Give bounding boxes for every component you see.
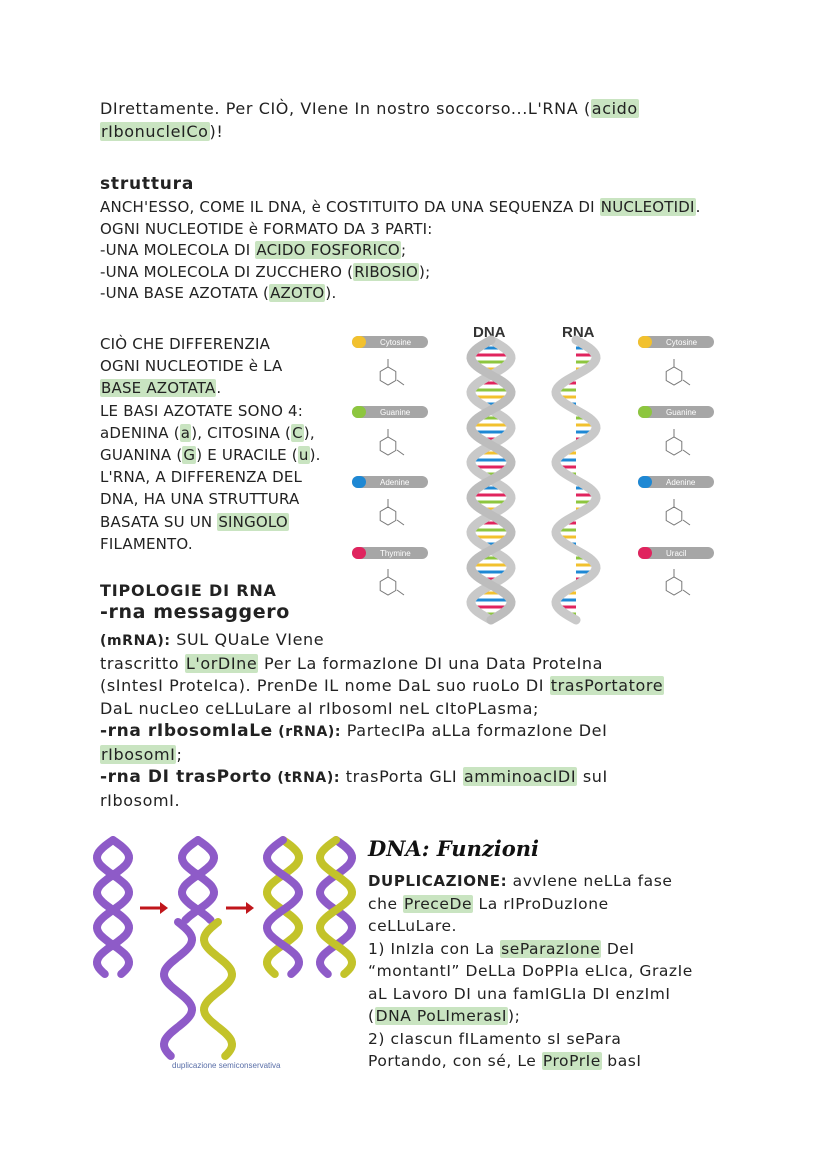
highlight: acido	[591, 99, 638, 118]
text: Per La formazIone DI una Data ProteIna	[258, 653, 604, 673]
arrow-icon	[226, 902, 254, 914]
section-title-funzioni: DNA: Funzioni	[368, 836, 539, 861]
text: LE BASI AZOTATE SONO 4:	[100, 401, 304, 420]
molecule-icon	[380, 507, 396, 525]
svg-text:Cytosine: Cytosine	[380, 338, 412, 347]
text: DaL nucLeo ceLLuLare aI rIbosomI neL cItoPLasma;	[100, 698, 539, 718]
bond-line	[683, 520, 690, 525]
highlight: DNA PoLImerasI	[375, 1007, 508, 1025]
highlight: seParazIone	[501, 939, 601, 958]
highlight: RIBOSIO	[354, 262, 419, 281]
helix-ribbon	[164, 922, 192, 1056]
highlight: L'orDIne	[185, 653, 258, 673]
text: avvIene neLLa fase	[507, 872, 673, 890]
dna-rna-figure	[348, 318, 718, 628]
figure-caption: duplicazione semiconservativa	[172, 1061, 281, 1070]
bond-line	[397, 590, 404, 595]
bond-line	[683, 450, 690, 455]
tipologie-paragraph	[100, 629, 664, 812]
bond-line	[397, 450, 404, 455]
text: );	[419, 262, 431, 281]
highlight: AZOTO	[270, 284, 325, 303]
text: OGNI NUCLEOTIDE è FORMATO DA 3 PARTI:	[100, 219, 433, 238]
text: ),	[303, 423, 315, 442]
text: -UNA MOLECOLA DI ZUCCHERO (	[100, 262, 354, 281]
base-pill-left-guanine	[352, 406, 428, 418]
base-pill-left-thymine	[352, 547, 428, 559]
text: L'RNA, A DIFFERENZA DEL	[100, 468, 303, 487]
text: );	[508, 1007, 521, 1025]
text: aDENINA (	[100, 423, 180, 442]
text: “montantI” DeLLa DoPPIa eLIca, GrazIe	[368, 962, 693, 980]
bold-term: (mRNA):	[100, 633, 171, 649]
base-pill-left-cytosine	[352, 336, 428, 348]
basi-paragraph	[100, 333, 321, 555]
text: SUL QUaLe VIene	[170, 630, 325, 649]
text: aL Lavoro DI una famIGLIa DI enzImI	[368, 984, 671, 1003]
text: CIÒ CHE DIFFERENZIA	[100, 335, 271, 353]
helix-ribbon	[204, 922, 232, 1056]
svg-text:Uracil: Uracil	[666, 549, 687, 558]
rna-helix	[556, 340, 596, 620]
bold-term: DUPLICAZIONE:	[368, 872, 508, 890]
text: ;	[176, 744, 183, 764]
highlight: trasPortatore	[550, 676, 664, 695]
molecule-icon	[666, 367, 682, 385]
bold-term: (tRNA):	[271, 770, 341, 786]
dna-helix	[471, 340, 511, 620]
highlight: PrecеDe	[404, 894, 473, 913]
text: 1) InIzIa con La	[368, 939, 501, 958]
molecule-icon	[666, 507, 682, 525]
text: ) E URACILE (	[196, 446, 298, 465]
text: ).	[309, 446, 321, 465]
arrow-icon	[140, 902, 168, 914]
text: -UNA BASE AZOTATA (	[100, 284, 270, 303]
rna-label: RNA	[562, 324, 595, 341]
struttura-paragraph	[100, 197, 701, 305]
text: (sIntesI ProteIca). PrenDe IL nome DaL suo ruoLo DI	[100, 676, 550, 695]
base-pill-right-uracil	[638, 547, 714, 559]
molecule-icon	[380, 577, 396, 595]
svg-text:Guanine: Guanine	[380, 408, 411, 417]
text: -UNA MOLECOLA DI	[100, 241, 256, 260]
highlight: NUCLEOTIDI	[600, 198, 695, 216]
base-pill-right-adenine	[638, 476, 714, 488]
subtitle-trasporto: -rna DI trasPorto	[100, 767, 272, 787]
svg-text:Adenine: Adenine	[666, 478, 696, 487]
highlight: u	[298, 446, 309, 465]
highlight: rIbosomI	[101, 744, 176, 764]
bond-line	[397, 380, 404, 385]
highlight: G	[183, 446, 196, 465]
section-title-tipologie: TIPOLOGIE DI RNA	[100, 581, 277, 600]
highlight: ACIDO FOSFORICO	[256, 241, 400, 260]
text: .	[695, 198, 701, 216]
subtitle-ribosomiale: -rna rIbosomIaLe	[100, 721, 273, 741]
text: ).	[325, 284, 337, 303]
highlight: rIbonucleICo	[101, 121, 209, 141]
molecule-icon	[666, 577, 682, 595]
funzioni-paragraph	[368, 870, 693, 1073]
text: 2) cIascun fILamento sI sePara	[368, 1029, 622, 1048]
text: .	[216, 379, 222, 398]
bold-term: (rRNA):	[272, 724, 342, 740]
intro-text: DIrettamente. Per CIÒ, VIene In nostro soccorso...L'RNA (	[100, 99, 591, 118]
text: ;	[400, 241, 407, 260]
svg-text:Thymine: Thymine	[380, 549, 411, 558]
text: rIbosomI.	[100, 790, 181, 810]
text: BASATA SU UN	[100, 512, 218, 531]
base-pill-right-cytosine	[638, 336, 714, 348]
text: ), CITOSINA (	[191, 423, 292, 442]
intro-text: )!	[209, 121, 224, 141]
highlight: a	[180, 423, 191, 442]
text: (	[368, 1007, 375, 1025]
text: OGNI NUCLEOTIDE è LA	[100, 357, 283, 376]
svg-text:Guanine: Guanine	[666, 408, 697, 417]
text: ceLLuLare.	[368, 917, 458, 935]
subtitle-messaggero: -rna messaggero	[100, 601, 290, 623]
molecule-icon	[380, 367, 396, 385]
intro-paragraph	[100, 98, 639, 143]
molecule-icon	[666, 437, 682, 455]
bond-line	[397, 520, 404, 525]
bond-line	[683, 380, 690, 385]
molecule-icon	[380, 437, 396, 455]
tipologie-section	[100, 581, 290, 623]
text: FILAMENTO.	[100, 534, 193, 553]
text: che	[368, 894, 404, 913]
base-pill-right-guanine	[638, 406, 714, 418]
duplication-figure	[88, 832, 358, 1078]
svg-text:Cytosine: Cytosine	[666, 338, 698, 347]
highlight: SINGOLO	[218, 512, 288, 531]
highlight: amminoacIDI	[463, 767, 577, 786]
text: trascritto	[100, 653, 185, 673]
text: suI	[577, 767, 608, 786]
text: trasPorta GLI	[340, 767, 463, 786]
dna-label: DNA	[473, 324, 506, 341]
section-title-struttura: struttura	[100, 174, 195, 194]
text: PartecIPa aLLa formazIone DeI	[341, 721, 608, 740]
text: basI	[601, 1052, 642, 1070]
highlight: C	[292, 423, 303, 442]
text: DeI	[601, 939, 635, 958]
text: ANCH'ESSO, COME IL DNA, è COSTITUITO DA UNA SEQUENZA DI	[100, 198, 600, 216]
text: La rIProDuzIone	[473, 894, 609, 913]
text: GUANINA (	[100, 446, 183, 465]
base-pill-left-adenine	[352, 476, 428, 488]
text: Portando, con sé, Le	[368, 1052, 542, 1070]
svg-text:Adenine: Adenine	[380, 478, 410, 487]
text: DNA, HA UNA STRUTTURA	[100, 490, 300, 509]
highlight: BASE AZOTATA	[101, 379, 216, 398]
bond-line	[683, 590, 690, 595]
highlight: ProPrIe	[542, 1052, 601, 1070]
